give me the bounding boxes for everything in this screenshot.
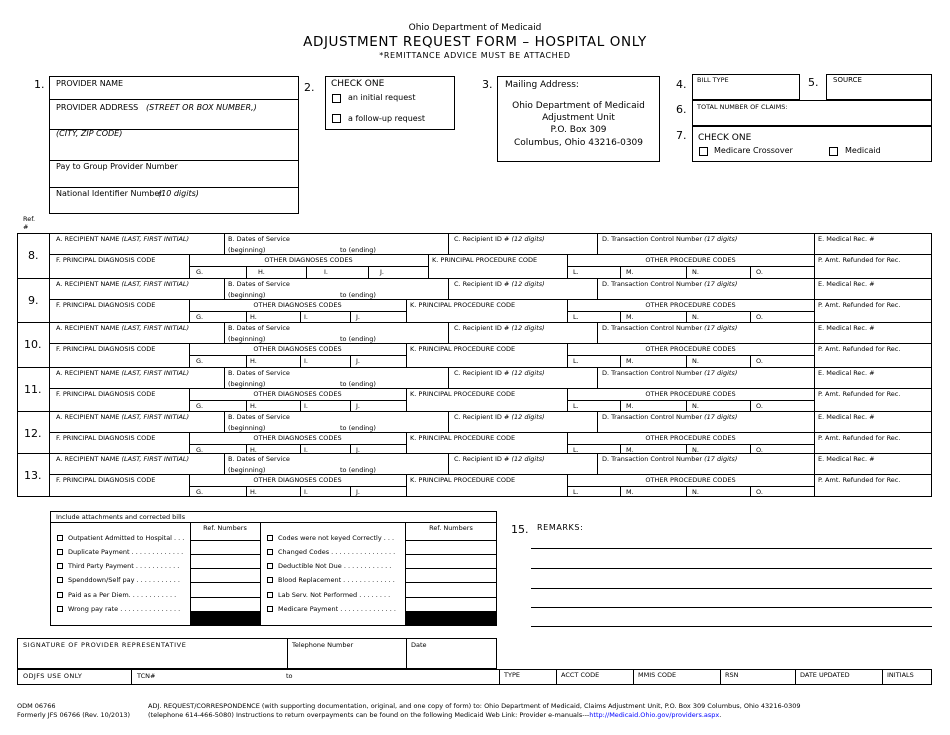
form-number: ODM 06766 [17,702,56,710]
attachment-checkbox-right[interactable] [267,535,273,541]
tcn-field[interactable]: D. Transaction Control Number (17 digits) [602,280,738,288]
proc-code-o[interactable]: O. [756,313,763,321]
other-diagnoses-label: OTHER DIAGNOSES CODES [253,476,342,484]
dx-code-i[interactable]: I. [304,488,308,496]
proc-code-l[interactable]: L. [573,446,579,454]
type-label: TYPE [504,671,520,679]
principal-diagnosis-field[interactable]: F. PRINCIPAL DIAGNOSIS CODE [56,256,156,264]
mmis-code-label: MMIS CODE [638,671,677,679]
ref-numbers-header-left: Ref. Numbers [203,524,247,532]
claim-row-number: 13. [24,469,42,482]
proc-code-m[interactable]: M. [626,446,634,454]
proc-code-n[interactable]: N. [692,488,699,496]
attachment-checkbox-left[interactable] [57,549,63,555]
recipient-name-field[interactable]: A. RECIPIENT NAME (LAST, FIRST INITIAL) [56,324,190,332]
beginning-label: (beginning) [228,424,266,432]
medical-rec-field[interactable]: E. Medical Rec. # [818,235,875,243]
attachment-checkbox-left[interactable] [57,577,63,583]
attachment-reason-left: Duplicate Payment . . . . . . . . . . . . . [68,548,184,556]
attachment-checkbox-left[interactable] [57,606,63,612]
dx-code-h[interactable]: H. [250,402,257,410]
dx-code-i[interactable]: I. [304,402,308,410]
dates-of-service-field[interactable]: B. Dates of Service [228,413,290,421]
medical-rec-field[interactable]: E. Medical Rec. # [818,324,875,332]
dx-code-j[interactable]: J. [380,268,384,276]
recipient-id-field[interactable]: C. Recipient ID # (12 digits) [454,455,545,463]
section-number-4: 4. [676,78,687,91]
proc-code-o[interactable]: O. [756,357,763,365]
attachment-checkbox-right[interactable] [267,577,273,583]
tcn-field[interactable]: D. Transaction Control Number (17 digits) [602,413,738,421]
amount-refunded-field[interactable]: P. Amt. Refunded for Rec. [818,345,901,353]
medical-rec-field[interactable]: E. Medical Rec. # [818,280,875,288]
proc-code-n[interactable]: N. [692,357,699,365]
beginning-label: (beginning) [228,466,266,474]
remarks-label: REMARKS: [537,523,584,532]
principal-diagnosis-field[interactable]: F. PRINCIPAL DIAGNOSIS CODE [56,301,156,309]
dx-code-j[interactable]: J. [356,488,360,496]
mailing-line-2: Adjustment Unit [542,113,615,123]
other-diagnoses-label: OTHER DIAGNOSES CODES [253,434,342,442]
proc-code-m[interactable]: M. [626,402,634,410]
dx-code-i[interactable]: I. [304,446,308,454]
dx-code-h[interactable]: H. [250,488,257,496]
amount-refunded-field[interactable]: P. Amt. Refunded for Rec. [818,301,901,309]
proc-code-l[interactable]: L. [573,488,579,496]
followup-request-label: a follow-up request [348,114,426,123]
other-procedures-label: OTHER PROCEDURE CODES [645,301,736,309]
to-ending-label: to (ending) [340,380,376,388]
attachment-checkbox-left[interactable] [57,592,63,598]
agency-name: Ohio Department of Medicaid [408,23,542,33]
odjfs-use-only-label: ODJFS USE ONLY [23,672,83,680]
tcn-field[interactable]: D. Transaction Control Number (17 digits) [602,324,738,332]
to-ending-label: to (ending) [340,291,376,299]
ref-label: Ref. [23,215,36,223]
principal-procedure-field[interactable]: K. PRINCIPAL PROCEDURE CODE [410,434,516,442]
dates-of-service-field[interactable]: B. Dates of Service [228,324,290,332]
section-number-5: 5. [808,76,819,89]
telephone-label[interactable]: Telephone Number [292,641,354,649]
beginning-label: (beginning) [228,291,266,299]
proc-code-n[interactable]: N. [692,402,699,410]
attachment-reason-left: Wrong pay rate . . . . . . . . . . . . . . . [68,605,181,613]
to-ending-label: to (ending) [340,246,376,254]
to-ending-label: to (ending) [340,466,376,474]
attachment-reason-right: Changed Codes . . . . . . . . . . . . . . . . [278,548,396,556]
attachment-checkbox-right[interactable] [267,563,273,569]
recipient-name-field[interactable]: A. RECIPIENT NAME (LAST, FIRST INITIAL) [56,235,190,243]
mailing-line-3: P.O. Box 309 [550,125,607,135]
to-ending-label: to (ending) [340,335,376,343]
to-ending-label: to (ending) [340,424,376,432]
recipient-name-field[interactable]: A. RECIPIENT NAME (LAST, FIRST INITIAL) [56,413,190,421]
proc-code-o[interactable]: O. [756,402,763,410]
amount-refunded-field[interactable]: P. Amt. Refunded for Rec. [818,476,901,484]
tcn-field[interactable]: D. Transaction Control Number (17 digits) [602,235,738,243]
recipient-id-field[interactable]: C. Recipient ID # (12 digits) [454,369,545,377]
tcn-to-label: to [286,672,293,680]
medical-rec-field[interactable]: E. Medical Rec. # [818,369,875,377]
other-diagnoses-label: OTHER DIAGNOSES CODES [253,301,342,309]
medicaid-providers-link[interactable]: http://Medicaid.Ohio.gov/providers.aspx [589,711,720,719]
dx-code-j[interactable]: J. [356,402,360,410]
npi-hint: (10 digits) [158,189,199,198]
proc-code-n[interactable]: N. [692,313,699,321]
dx-code-h[interactable]: H. [258,268,265,276]
amount-refunded-field[interactable]: P. Amt. Refunded for Rec. [818,434,901,442]
provider-address-hint: (STREET OR BOX NUMBER,) [146,103,257,112]
section-number-2: 2. [304,81,315,94]
dx-code-j[interactable]: J. [356,357,360,365]
principal-procedure-field[interactable]: K. PRINCIPAL PROCEDURE CODE [410,476,516,484]
ref-hash: # [23,223,29,231]
dx-code-h[interactable]: H. [250,313,257,321]
attachment-reason-right: Deductible Not Due . . . . . . . . . . . . [278,562,392,570]
recipient-id-field[interactable]: C. Recipient ID # (12 digits) [454,235,545,243]
attachment-reason-right: Medicare Payment . . . . . . . . . . . . . . [278,605,396,613]
medicare-crossover-checkbox[interactable] [699,147,708,156]
principal-diagnosis-field[interactable]: F. PRINCIPAL DIAGNOSIS CODE [56,390,156,398]
dx-code-g[interactable]: G. [196,268,204,276]
other-procedures-label: OTHER PROCEDURE CODES [645,256,736,264]
claim-row-number: 8. [28,249,39,262]
claim-row-number: 12. [24,427,42,440]
initial-request-label: an initial request [348,93,416,102]
attachment-reason-right: Codes were not keyed Correctly . . . [278,534,395,542]
dx-code-h[interactable]: H. [250,446,257,454]
recipient-name-field[interactable]: A. RECIPIENT NAME (LAST, FIRST INITIAL) [56,455,190,463]
attachments-title: Include attachments and corrected bills [56,513,186,521]
principal-diagnosis-field[interactable]: F. PRINCIPAL DIAGNOSIS CODE [56,345,156,353]
date-updated-label: DATE UPDATED [800,671,850,679]
dx-code-j[interactable]: J. [356,446,360,454]
principal-diagnosis-field[interactable]: F. PRINCIPAL DIAGNOSIS CODE [56,476,156,484]
other-procedures-label: OTHER PROCEDURE CODES [645,434,736,442]
acct-code-label: ACCT CODE [561,671,600,679]
section-number-3: 3. [482,78,493,91]
pay-to-group-label[interactable]: Pay to Group Provider Number [56,162,178,171]
footer-instructions-2: (telephone 614-466-5080) Instructions to return overpayments can be found on the following Medicaid Web Link: Provider e-manuals---http://Medicaid.Ohio.gov/providers.aspx. [148,711,722,719]
principal-procedure-field[interactable]: K. PRINCIPAL PROCEDURE CODE [410,390,516,398]
initials-label: INITIALS [887,671,914,679]
amount-refunded-field[interactable]: P. Amt. Refunded for Rec. [818,390,901,398]
remarks-field[interactable] [531,540,932,626]
dx-code-g[interactable]: G. [196,446,204,454]
proc-code-o[interactable]: O. [756,446,763,454]
source-label: SOURCE [833,76,862,84]
dx-code-g[interactable]: G. [196,313,204,321]
form-title: ADJUSTMENT REQUEST FORM – HOSPITAL ONLY [303,34,647,50]
blacked-out-cell [190,612,260,625]
section-number-7: 7. [676,129,687,142]
attachment-reason-left: Spenddown/Self pay . . . . . . . . . . . [68,576,180,584]
attachment-checkbox-right[interactable] [267,592,273,598]
principal-procedure-field[interactable]: K. PRINCIPAL PROCEDURE CODE [410,345,516,353]
tcn-label: TCN# [137,672,156,680]
proc-code-o[interactable]: O. [756,268,763,276]
mailing-line-1: Ohio Department of Medicaid [512,101,645,111]
proc-code-n[interactable]: N. [692,268,699,276]
amount-refunded-field[interactable]: P. Amt. Refunded for Rec. [818,256,901,264]
dates-of-service-field[interactable]: B. Dates of Service [228,280,290,288]
claim-type-box [692,126,932,162]
provider-name-label[interactable]: PROVIDER NAME [56,79,124,88]
form-subtitle: *REMITTANCE ADVICE MUST BE ATTACHED [379,51,571,60]
principal-diagnosis-field[interactable]: F. PRINCIPAL DIAGNOSIS CODE [56,434,156,442]
proc-code-l[interactable]: L. [573,313,579,321]
provider-address-label[interactable]: PROVIDER ADDRESS [56,103,139,112]
other-diagnoses-label: OTHER DIAGNOSES CODES [264,256,353,264]
recipient-id-field[interactable]: C. Recipient ID # (12 digits) [454,413,545,421]
medicaid-checkbox[interactable] [829,147,838,156]
principal-procedure-field[interactable]: K. PRINCIPAL PROCEDURE CODE [410,301,516,309]
section-number-15: 15. [511,523,529,536]
medicare-crossover-label: Medicare Crossover [714,146,793,155]
attachment-checkbox-left[interactable] [57,563,63,569]
other-diagnoses-label: OTHER DIAGNOSES CODES [253,345,342,353]
dx-code-i[interactable]: I. [324,268,328,276]
initial-request-checkbox[interactable] [332,94,341,103]
rsn-label: RSN [725,671,739,679]
npi-label[interactable]: National Identifier Number [56,189,163,198]
dx-code-i[interactable]: I. [304,357,308,365]
beginning-label: (beginning) [228,380,266,388]
proc-code-l[interactable]: L. [573,402,579,410]
tcn-field[interactable]: D. Transaction Control Number (17 digits) [602,369,738,377]
attachment-reason-left: Outpatient Admitted to Hospital . . . [68,534,185,542]
date-label[interactable]: Date [411,641,427,649]
beginning-label: (beginning) [228,246,266,254]
principal-procedure-field[interactable]: K. PRINCIPAL PROCEDURE CODE [432,256,538,264]
other-procedures-label: OTHER PROCEDURE CODES [645,345,736,353]
other-diagnoses-label: OTHER DIAGNOSES CODES [253,390,342,398]
claim-type-title: CHECK ONE [698,133,752,143]
claim-row-number: 10. [24,338,42,351]
attachment-checkbox-right[interactable] [267,549,273,555]
blacked-out-cell [405,612,497,625]
attachment-reason-right: Lab Serv. Not Performed . . . . . . . . [278,591,391,599]
proc-code-m[interactable]: M. [626,488,634,496]
attachment-reason-right: Blood Replacement . . . . . . . . . . . . . [278,576,395,584]
attachment-reason-left: Paid as a Per Diem. . . . . . . . . . . . [68,591,177,599]
medicaid-label: Medicaid [845,146,881,155]
mailing-line-4: Columbus, Ohio 43216-0309 [513,138,644,148]
bill-type-label: BILL TYPE [697,76,729,84]
other-procedures-label: OTHER PROCEDURE CODES [645,390,736,398]
attachment-reason-left: Third Party Payment . . . . . . . . . . . [68,562,180,570]
section-number-1: 1. [34,78,45,91]
followup-request-checkbox[interactable] [332,114,341,123]
footer-instructions-1: ADJ. REQUEST/CORRESPONDENCE (with supporting documentation, original, and one copy of form) to: Ohio Department of Medicaid, Claims Adjustment Unit, P.O. Box 309 Columbus, Ohio 43216-0309 [148,702,801,710]
tcn-field[interactable]: D. Transaction Control Number (17 digits) [602,455,738,463]
proc-code-l[interactable]: L. [573,268,579,276]
dates-of-service-field[interactable]: B. Dates of Service [228,235,290,243]
proc-code-m[interactable]: M. [626,313,634,321]
medical-rec-field[interactable]: E. Medical Rec. # [818,455,875,463]
mailing-label: Mailing Address: [505,80,579,90]
proc-code-m[interactable]: M. [626,357,634,365]
dx-code-g[interactable]: G. [196,402,204,410]
dx-code-g[interactable]: G. [196,488,204,496]
dx-code-g[interactable]: G. [196,357,204,365]
beginning-label: (beginning) [228,335,266,343]
medical-rec-field[interactable]: E. Medical Rec. # [818,413,875,421]
recipient-name-field[interactable]: A. RECIPIENT NAME (LAST, FIRST INITIAL) [56,280,190,288]
recipient-id-field[interactable]: C. Recipient ID # (12 digits) [454,280,545,288]
claim-row-number: 11. [24,383,42,396]
signature-label[interactable]: SIGNATURE OF PROVIDER REPRESENTATIVE [23,641,187,649]
proc-code-m[interactable]: M. [626,268,634,276]
section-number-6: 6. [676,103,687,116]
provider-city-label[interactable]: (CITY, ZIP CODE) [56,129,123,138]
attachment-checkbox-left[interactable] [57,535,63,541]
form-formerly: Formerly JFS 06766 (Rev. 10/2013) [17,711,131,719]
recipient-name-field[interactable]: A. RECIPIENT NAME (LAST, FIRST INITIAL) [56,369,190,377]
proc-code-l[interactable]: L. [573,357,579,365]
check-one-title: CHECK ONE [331,79,385,89]
attachment-checkbox-right[interactable] [267,606,273,612]
total-claims-label: TOTAL NUMBER OF CLAIMS: [697,103,788,111]
dx-code-h[interactable]: H. [250,357,257,365]
proc-code-o[interactable]: O. [756,488,763,496]
recipient-id-field[interactable]: C. Recipient ID # (12 digits) [454,324,545,332]
proc-code-n[interactable]: N. [692,446,699,454]
ref-numbers-header-right: Ref. Numbers [429,524,473,532]
claim-row-number: 9. [28,294,39,307]
dates-of-service-field[interactable]: B. Dates of Service [228,455,290,463]
dates-of-service-field[interactable]: B. Dates of Service [228,369,290,377]
other-procedures-label: OTHER PROCEDURE CODES [645,476,736,484]
dx-code-i[interactable]: I. [304,313,308,321]
dx-code-j[interactable]: J. [356,313,360,321]
